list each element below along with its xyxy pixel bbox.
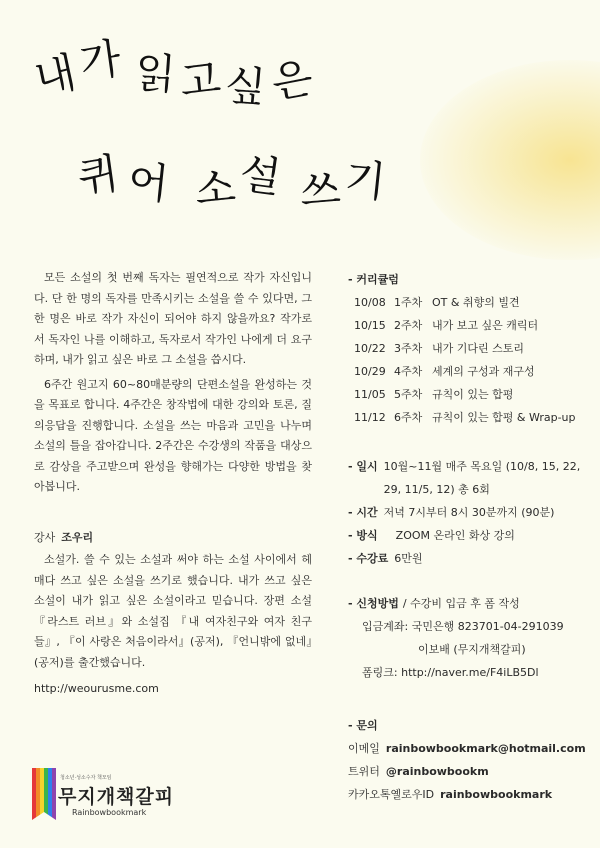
contact-row-kakao (348, 783, 588, 806)
fee-value: 6만원 (394, 552, 423, 565)
apply-section (348, 592, 588, 684)
intro-paragraph-2: 6주간 원고지 60~80매분량의 단편소설을 완성하는 것을 목표로 합니다. 4주간은 창작법에 대한 강의와 토론, 질의응답을 진행합니다. 소설을 쓰는 마음과 고민을 나누며 소설의 틀을 잡아갑니다. 2주간은 수강생의 작품을 대상으로 감상을 주고받으며 완성을 향해가는 다양한 방법을 찾아봅니다. (34, 377, 312, 493)
curriculum-topic: 규칙이 있는 합평 (432, 388, 514, 401)
logo-subtitle: 청소년·성소수자 책모임 (60, 775, 112, 781)
time-row (348, 501, 588, 524)
schedule-label: - 일시 (348, 460, 378, 473)
title-char: 퀴 (74, 148, 122, 203)
title-char: 어 (125, 156, 172, 209)
contact-label: 카카오톡옐로우ID (348, 788, 435, 801)
fee-label: - 수강료 (348, 552, 389, 565)
twitter-link[interactable]: @rainbowbookm (385, 765, 489, 778)
course-info (348, 455, 588, 570)
account-label: 입금계좌: (362, 620, 409, 633)
time-label: - 시간 (348, 506, 378, 519)
kakao-id[interactable]: rainbowbookmark (440, 788, 553, 801)
curriculum-week: 6주차 (394, 411, 423, 424)
right-column (348, 268, 588, 806)
curriculum-row (348, 291, 588, 314)
contact-row-email (348, 737, 588, 760)
curriculum-topic: 규칙이 있는 합평 & Wrap-up (432, 411, 576, 424)
curriculum-list (348, 291, 588, 429)
title-char: 쓰 (298, 164, 343, 217)
account-line (348, 615, 588, 638)
curriculum-heading: - 커리큘럼 (348, 273, 399, 286)
form-link[interactable]: http://naver.me/F4iLB5Dl (401, 666, 539, 679)
intro-paragraph-1: 모든 소설의 첫 번째 독자는 필연적으로 작가 자신입니다. 단 한 명의 독자를 만족시키는 소설을 쓸 수 있다면, 그 한 명은 바로 작가 자신이 되어야 하지 않을까요? 작가로서 독자인 나를 이해하고, 독자로서 작가인 나에게 더 요구하며, 내가 읽고 싶은 바로 그 소설을 씁시다. (34, 271, 312, 366)
title-char: 기 (342, 154, 389, 207)
curriculum-date: 10/15 (354, 319, 386, 332)
curriculum-date: 11/12 (354, 411, 386, 424)
apply-value: / 수강비 입금 후 폼 작성 (402, 597, 520, 610)
curriculum-row (348, 383, 588, 406)
form-line (348, 661, 588, 684)
curriculum-topic: 내가 기다린 스토리 (432, 342, 525, 355)
contact-label: 트위터 (348, 765, 380, 778)
title-char: 읽 (133, 47, 178, 100)
schedule-value: 10월~11월 매주 목요일 (10/8, 15, 22, 29, 11/5, 12) 총 6회 (383, 460, 581, 496)
contact-heading: - 문의 (348, 719, 378, 732)
title-char: 싶 (222, 60, 268, 113)
form-label: 폼링크: (362, 666, 398, 679)
curriculum-week: 4주차 (394, 365, 423, 378)
curriculum-date: 10/22 (354, 342, 386, 355)
title-char: 설 (236, 148, 284, 203)
curriculum-row (348, 406, 588, 429)
background-glow (420, 60, 600, 260)
curriculum-date: 11/05 (354, 388, 386, 401)
method-label: - 방식 (348, 529, 378, 542)
logo-title: 무지개책갈피 (58, 786, 175, 808)
curriculum-row (348, 360, 588, 383)
left-column (34, 268, 312, 700)
lecturer-name: 조우리 (61, 530, 94, 544)
contact-row-twitter (348, 760, 588, 783)
lecturer-heading (34, 528, 312, 549)
curriculum-week: 5주차 (394, 388, 423, 401)
method-row (348, 524, 588, 547)
rainbow-bookmark-icon (32, 768, 56, 824)
curriculum-topic: 내가 보고 싶은 캐릭터 (432, 319, 539, 332)
title-char: 은 (267, 52, 317, 109)
fee-row (348, 547, 588, 570)
method-value: ZOOM 온라인 화상 강의 (395, 529, 515, 542)
lecturer-bio: 소설가. 쓸 수 있는 소설과 써야 하는 소설 사이에서 헤매다 쓰고 싶은 소설을 쓰기로 했습니다. 내가 쓰고 싶은 소설이 내가 읽고 싶은 소설이라고 믿습니다. 장편 소설 『라스트 러브』와 소설집 『내 여자친구와 여자 친구들』, 『이 사랑은 처음이라서』(공저), 『언니밖에 없네』(공저)를 출간했습니다. (34, 553, 312, 669)
lecturer-url-link[interactable]: http://weourusme.com (34, 682, 159, 695)
curriculum-week: 3주차 (394, 342, 423, 355)
curriculum-row (348, 337, 588, 360)
lecturer-label: 강사 (34, 530, 56, 544)
curriculum-week: 1주차 (394, 296, 423, 309)
apply-label: - 신청방법 (348, 597, 399, 610)
schedule-row (348, 455, 588, 501)
curriculum-row (348, 314, 588, 337)
rainbow-bookmark-logo (32, 768, 192, 826)
curriculum-date: 10/29 (354, 365, 386, 378)
email-link[interactable]: rainbowbookmark@hotmail.com (385, 742, 586, 755)
account-holder: 이보배 (무지개책갈피) (418, 643, 526, 656)
time-value: 저녁 7시부터 8시 30분까지 (90분) (383, 506, 555, 519)
account-value: 국민은행 823701-04-291039 (411, 620, 564, 633)
title-char: 가 (76, 33, 124, 88)
curriculum-topic: OT & 취향의 빌견 (432, 296, 520, 309)
curriculum-topic: 세계의 구성과 재구성 (432, 365, 535, 378)
contact-section (348, 714, 588, 806)
logo-english: Rainbowbookmark (72, 808, 147, 817)
title-char: 내 (30, 47, 81, 104)
title-char: 소 (192, 162, 238, 215)
contact-label: 이메일 (348, 742, 380, 755)
title-char: 고 (177, 54, 223, 107)
curriculum-week: 2주차 (394, 319, 423, 332)
curriculum-date: 10/08 (354, 296, 386, 309)
